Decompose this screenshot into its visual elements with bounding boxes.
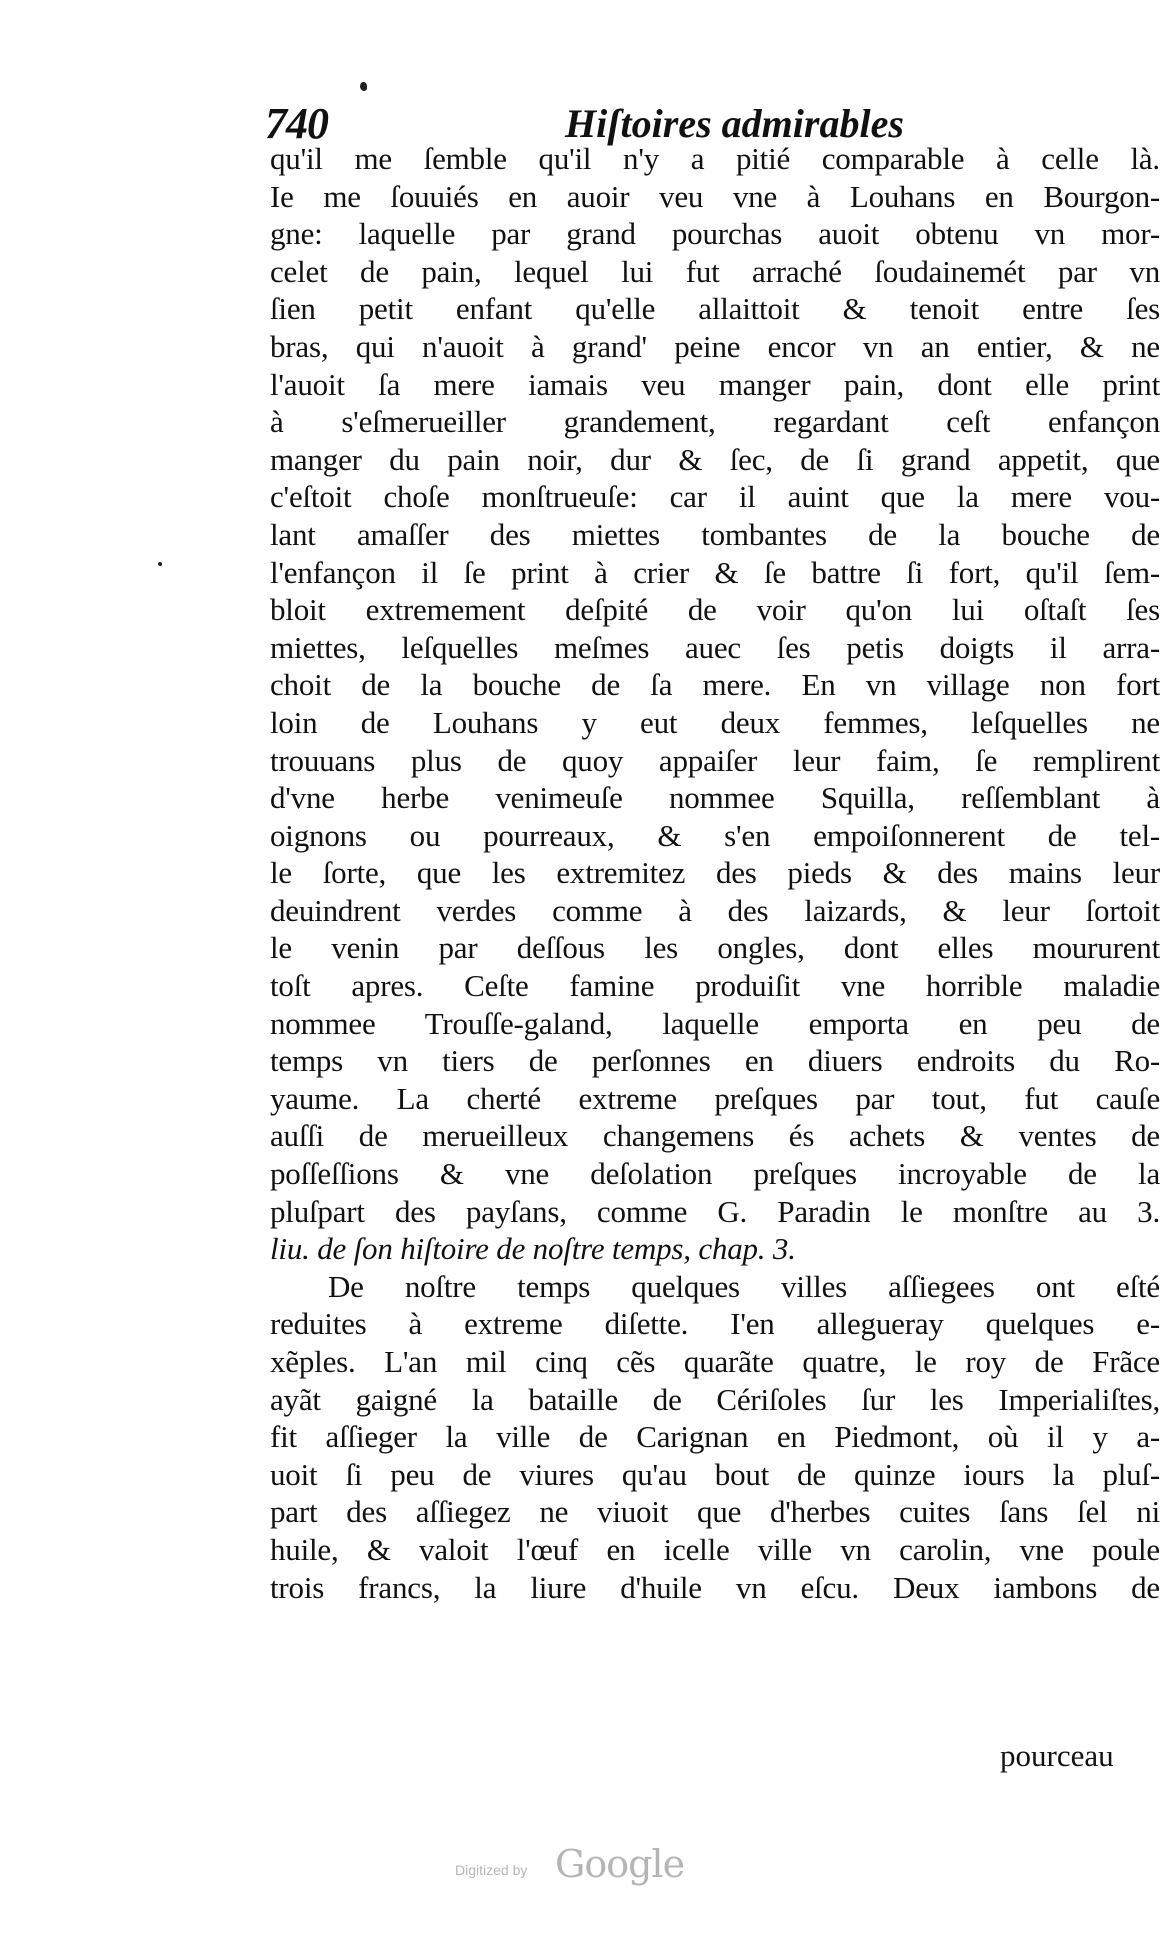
text-line: part des aſſiegez ne viuoit que d'herbes cuites ſans ſel ni (270, 1494, 1160, 1530)
text-line: yaume. La cherté extreme preſques par tout, fut cauſe (270, 1080, 1160, 1116)
text-line: celet de pain, lequel lui fut arraché ſoudainemét par vn (270, 253, 1160, 289)
text-line: uoit ſi peu de viures qu'au bout de quinze iours la pluſ- (270, 1456, 1160, 1492)
text-line: pluſpart des payſans, comme G. Paradin le monſtre au 3. (270, 1193, 1160, 1229)
text-line: liu. de ſon hiſtoire de noſtre temps, chap. 3. (270, 1231, 796, 1267)
text-line: nommee Trouſſe-galand, laquelle emporta en peu de (270, 1005, 1160, 1041)
watermark-prefix: Digitized by (455, 1862, 528, 1878)
text-line: gne: laquelle par grand pourchas auoit obtenu vn mor- (270, 216, 1160, 252)
text-line: le venin par deſſous les ongles, dont elles moururent (270, 930, 1160, 966)
text-line: lant amaſſer des miettes tombantes de la bouche de (270, 516, 1160, 552)
ink-speck (360, 82, 367, 91)
text-line: loin de Louhans y eut deux femmes, leſquelles ne (270, 704, 1160, 740)
text-line: reduites à extreme diſette. I'en allegueray quelques e- (270, 1306, 1160, 1342)
text-line: bloit extremement deſpité de voir qu'on lui oſtaſt ſes (270, 592, 1160, 628)
ink-speck (158, 562, 162, 566)
text-line: oignons ou pourreaux, & s'en empoiſonnerent de tel- (270, 817, 1160, 853)
text-line: Ie me ſouuiés en auoir veu vne à Louhans en Bourgon- (270, 178, 1160, 214)
text-line: trois francs, la liure d'huile vn eſcu. Deux iambons de (270, 1569, 1160, 1605)
text-line: qu'il me ſemble qu'il n'y a pitié comparable à celle là. (270, 141, 1160, 176)
text-line: ſien petit enfant qu'elle allaittoit & tenoit entre ſes (270, 291, 1160, 327)
google-logo: Google (555, 1842, 685, 1886)
text-line: d'vne herbe venimeuſe nommee Squilla, reſſemblant à (270, 780, 1160, 816)
text-line: l'auoit ſa mere iamais veu manger pain, dont elle print (270, 366, 1160, 402)
text-line: manger du pain noir, dur & ſec, de ſi grand appetit, que (270, 441, 1160, 477)
text-line: poſſeſſions & vne deſolation preſques incroyable de la (270, 1156, 1160, 1192)
text-line: le ſorte, que les extremitez des pieds & des mains leur (270, 855, 1160, 891)
body-text (270, 140, 1160, 1606)
catchword: pourceau (1000, 1738, 1114, 1773)
text-line: xẽples. L'an mil cinq cẽs quarãte quatre, le roy de Frãce (270, 1344, 1160, 1379)
text-line: c'eſtoit choſe monſtrueuſe: car il auint que la mere vou- (270, 479, 1160, 515)
text-line: trouuans plus de quoy appaiſer leur faim, ſe remplirent (270, 742, 1160, 778)
text-line: deuindrent verdes comme à des laizards, & leur ſortoit (270, 892, 1160, 928)
text-line: choit de la bouche de ſa mere. En vn village non fort (270, 667, 1160, 703)
text-line: auſſi de merueilleux changemens és achets & ventes de (270, 1118, 1160, 1154)
text-line: temps vn tiers de perſonnes en diuers endroits du Ro- (270, 1043, 1160, 1079)
text-line: ayãt gaigné la bataille de Cériſoles ſur les Imperialiſtes, (270, 1381, 1160, 1417)
text-line: bras, qui n'auoit à grand' peine encor vn an entier, & ne (270, 328, 1160, 364)
running-head: Hiſtoires admirables (565, 101, 904, 146)
text-line: toſt apres. Ceſte famine produiſit vne horrible maladie (270, 968, 1160, 1004)
text-line: à s'eſmerueiller grandement, regardant ceſt enfançon (270, 404, 1160, 440)
digitized-by-google-watermark (455, 1842, 715, 1892)
text-line: l'enfançon il ſe print à crier & ſe battre ſi fort, qu'il ſem- (270, 554, 1160, 590)
text-line: huile, & valoit l'œuf en icelle ville vn carolin, vne poule (270, 1531, 1160, 1567)
text-line: De noſtre temps quelques villes aſſiegees ont eſté (328, 1268, 1160, 1304)
page-number: 740 (265, 99, 328, 148)
text-line: miettes, leſquelles meſmes auec ſes petis doigts il arra- (270, 629, 1160, 665)
text-line: fit aſſieger la ville de Carignan en Piedmont, où il y a- (270, 1419, 1160, 1455)
